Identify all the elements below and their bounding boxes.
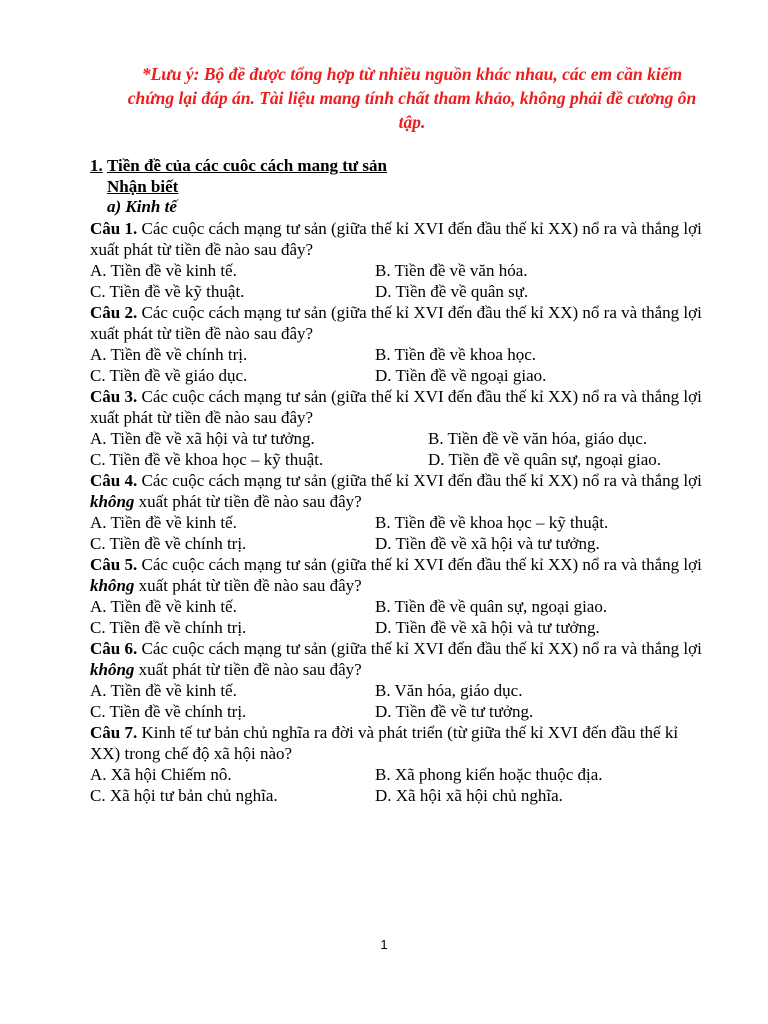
answer-option-b: B. Văn hóa, giáo dục. (375, 681, 523, 700)
answer-option-a: A. Tiền đề về kinh tế. (90, 681, 237, 700)
question-stem (90, 386, 710, 428)
question-stem (90, 722, 710, 764)
answer-row (90, 764, 710, 785)
answer-option-c: C. Tiền đề về chính trị. (90, 618, 247, 637)
question-label: Câu 2. (90, 303, 138, 322)
answer-row (90, 785, 710, 806)
question-stem (90, 470, 710, 512)
question-text: Các cuộc cách mạng tư sản (giữa thế kỉ XVI đến đầu thế kỉ XX) nổ ra và thắng lợi (137, 639, 702, 658)
answer-option-d: D. Tiền đề về ngoại giao. (375, 366, 547, 385)
answer-option-d: D. Xã hội xã hội chủ nghĩa. (375, 786, 563, 805)
section-number: 1. (90, 156, 103, 175)
question-item (90, 218, 710, 302)
question-item (90, 722, 710, 806)
answer-option-d: D. Tiền đề về quân sự, ngoại giao. (428, 450, 662, 469)
answer-option-d: D. Tiền đề về xã hội và tư tưởng. (375, 534, 600, 553)
section-title: Tiền đề của các cuôc cách mang tư sản (107, 156, 387, 175)
question-item (90, 470, 710, 554)
question-text: Các cuộc cách mạng tư sản (giữa thế kỉ XVI đến đầu thế kỉ XX) nổ ra và thắng lợi xuất phát từ tiền đề nào sau đây? (90, 303, 702, 343)
disclaimer-line-2: chứng lại đáp án. Tài liệu mang tính chất tham khảo, không phải đề cương ôn (127, 88, 697, 108)
answer-option-c: C. Tiền đề về chính trị. (90, 702, 247, 721)
disclaimer-line-1: *Lưu ý: Bộ đề được tổng hợp từ nhiều nguồn khác nhau, các em cần kiếm (141, 64, 683, 84)
question-item (90, 554, 710, 638)
answer-row (90, 512, 710, 533)
answer-row (90, 365, 710, 386)
answer-row (90, 449, 710, 470)
question-text: Các cuộc cách mạng tư sản (giữa thế kỉ XVI đến đầu thế kỉ XX) nổ ra và thắng lợi xuất phát từ tiền đề nào sau đây? (90, 387, 702, 427)
answer-row (90, 680, 710, 701)
section-heading (90, 155, 387, 176)
question-stem (90, 554, 710, 596)
question-item (90, 302, 710, 386)
answer-option-a: A. Tiền đề về kinh tế. (90, 597, 237, 616)
question-emphasis: không (90, 576, 135, 595)
disclaimer-line-3: tập. (398, 112, 426, 132)
question-text-tail: xuất phát từ tiền đề nào sau đây? (134, 660, 362, 679)
answer-option-b: B. Tiền đề về khoa học. (375, 345, 537, 364)
answer-option-d: D. Tiền đề về tư tưởng. (375, 702, 534, 721)
answer-option-a: A. Tiền đề về kinh tế. (90, 513, 237, 532)
answer-option-b: B. Xã phong kiến hoặc thuộc địa. (375, 765, 603, 784)
question-stem (90, 218, 710, 260)
question-stem (90, 302, 710, 344)
answer-option-b: B. Tiền đề về văn hóa. (375, 261, 528, 280)
answer-option-b: B. Tiền đề về khoa học – kỹ thuật. (375, 513, 609, 532)
answer-option-a: A. Xã hội Chiếm nô. (90, 765, 232, 784)
answer-option-d: D. Tiền đề về quân sự. (375, 282, 529, 301)
answer-option-a: A. Tiền đề về xã hội và tư tưởng. (90, 429, 315, 448)
question-stem (90, 638, 710, 680)
question-label: Câu 4. (90, 471, 138, 490)
level-heading: Nhận biết (107, 177, 179, 196)
answer-row (90, 344, 710, 365)
answer-row (90, 596, 710, 617)
answer-row (90, 533, 710, 554)
answer-row (90, 701, 710, 722)
answer-option-a: A. Tiền đề về chính trị. (90, 345, 248, 364)
question-text-tail: xuất phát từ tiền đề nào sau đây? (134, 492, 362, 511)
question-list (90, 218, 710, 806)
question-label: Câu 6. (90, 639, 138, 658)
question-text-tail: xuất phát từ tiền đề nào sau đây? (134, 576, 362, 595)
answer-option-a: A. Tiền đề về kinh tế. (90, 261, 237, 280)
question-label: Câu 5. (90, 555, 138, 574)
answer-option-b: B. Tiền đề về quân sự, ngoại giao. (375, 597, 608, 616)
answer-option-c: C. Tiền đề về giáo dục. (90, 366, 248, 385)
answer-row (90, 428, 710, 449)
answer-row (90, 281, 710, 302)
question-text: Các cuộc cách mạng tư sản (giữa thế kỉ XVI đến đầu thế kỉ XX) nổ ra và thắng lợi (137, 471, 702, 490)
question-label: Câu 3. (90, 387, 138, 406)
answer-row (90, 260, 710, 281)
question-item (90, 638, 710, 722)
answer-option-b: B. Tiền đề về văn hóa, giáo dục. (428, 429, 648, 448)
question-text: Các cuộc cách mạng tư sản (giữa thế kỉ XVI đến đầu thế kỉ XX) nổ ra và thắng lợi xuất phát từ tiền đề nào sau đây? (90, 219, 702, 259)
answer-option-c: C. Xã hội tư bản chủ nghĩa. (90, 786, 278, 805)
answer-option-d: D. Tiền đề về xã hội và tư tưởng. (375, 618, 600, 637)
question-emphasis: không (90, 492, 135, 511)
answer-row (90, 617, 710, 638)
answer-option-c: C. Tiền đề về khoa học – kỹ thuật. (90, 450, 324, 469)
question-label: Câu 7. (90, 723, 138, 742)
question-label: Câu 1. (90, 219, 138, 238)
answer-option-c: C. Tiền đề về chính trị. (90, 534, 247, 553)
disclaimer-note (88, 62, 736, 134)
answer-option-c: C. Tiền đề về kỹ thuật. (90, 282, 245, 301)
question-item (90, 386, 710, 470)
page-number: 1 (380, 937, 388, 952)
subsection-heading: a) Kinh tế (107, 197, 177, 216)
question-emphasis: không (90, 660, 135, 679)
question-text: Các cuộc cách mạng tư sản (giữa thế kỉ XVI đến đầu thế kỉ XX) nổ ra và thắng lợi (137, 555, 702, 574)
question-text: Kinh tế tư bản chủ nghĩa ra đời và phát triển (từ giữa thế kỉ XVI đến đầu thế kỉ XX) trong chế độ xã hội nào? (90, 723, 679, 763)
